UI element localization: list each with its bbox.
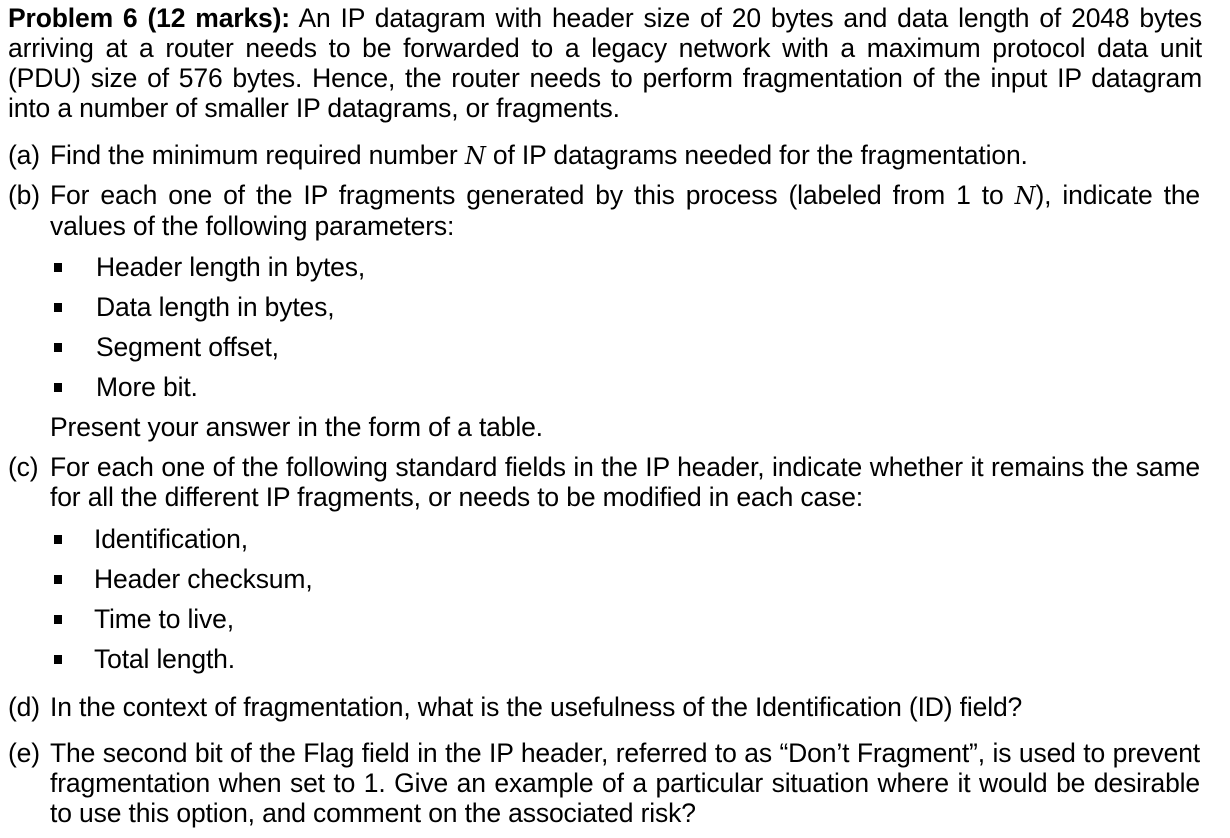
part-c-bullet-text: Time to live,	[94, 604, 234, 634]
part-c-label: (c)	[8, 452, 39, 482]
part-a-label: (a)	[8, 140, 40, 170]
part-c	[8, 452, 1208, 512]
problem-intro-text: An IP datagram with header size of 20 bytes and data length of 2048 bytes arriving at a router needs to be forwarded to a legacy network with a maximum protocol data unit (PDU) size of 576 bytes. Hence, the router needs to perform fragmentation of the input IP datagram into a number of smaller IP datagrams, or fragments.	[8, 3, 1202, 123]
part-b-text-after: ), indicate the values of the following parameters:	[50, 180, 1200, 241]
problem-intro	[8, 3, 1202, 123]
bullet-square-icon	[54, 343, 62, 352]
part-b-bullet-text: Data length in bytes,	[96, 292, 335, 322]
part-b-bullet-text: More bit.	[96, 372, 198, 402]
part-b-label: (b)	[8, 180, 40, 210]
part-a-text-after: of IP datagrams needed for the fragmentation.	[485, 140, 1028, 170]
part-c-bullet-text: Identification,	[94, 524, 248, 554]
part-d-label: (d)	[8, 692, 40, 722]
bullet-square-icon	[54, 263, 62, 272]
part-b	[8, 180, 1208, 241]
bullet-square-icon	[54, 615, 62, 624]
part-b-bullet-item	[0, 252, 1200, 282]
part-c-text: For each one of the following standard fields in the IP header, indicate whether it remains the same for all the different IP fragments, or needs to be modified in each case:	[50, 452, 1200, 512]
part-c-bullet-text: Total length.	[94, 644, 235, 674]
part-b-bullet-text: Segment offset,	[96, 332, 279, 362]
part-a-text	[50, 140, 1200, 171]
part-b-text	[50, 180, 1200, 241]
part-b-bullet-text: Header length in bytes,	[96, 252, 366, 282]
bullet-square-icon	[54, 655, 62, 664]
part-a	[8, 140, 1208, 171]
part-c-bullet-text: Header checksum,	[94, 564, 313, 594]
bullet-square-icon	[54, 383, 62, 392]
bullet-square-icon	[54, 575, 62, 584]
part-a-text-before: Find the minimum required number	[50, 140, 465, 170]
part-d	[8, 692, 1208, 722]
part-c-bullet-item	[0, 644, 1200, 674]
part-b-text-before: For each one of the IP fragments generated by this process (labeled from 1 to	[50, 180, 1015, 210]
part-a-variable: N	[464, 142, 486, 170]
part-d-text: In the context of fragmentation, what is the usefulness of the Identification (ID) field?	[50, 692, 1023, 722]
part-b-bullet-item	[0, 372, 1200, 402]
part-b-variable: N	[1014, 182, 1036, 210]
part-b-bullet-item	[0, 332, 1200, 362]
bullet-square-icon	[54, 535, 62, 544]
part-c-bullet-item	[0, 564, 1200, 594]
part-b-closing: Present your answer in the form of a table.	[50, 412, 543, 442]
part-e	[8, 738, 1208, 828]
bullet-square-icon	[54, 303, 62, 312]
part-e-text: The second bit of the Flag field in the IP header, referred to as “Don’t Fragment”, is used to prevent fragmentation when set to 1. Give an example of a particular situation where it would be desirable to use this option, and comment on the associated risk?	[50, 738, 1200, 828]
part-e-label: (e)	[8, 738, 40, 768]
part-c-bullet-item	[0, 524, 1200, 554]
part-b-bullet-item	[0, 292, 1200, 322]
problem-heading: Problem 6 (12 marks):	[8, 3, 290, 33]
part-c-bullet-item	[0, 604, 1200, 634]
